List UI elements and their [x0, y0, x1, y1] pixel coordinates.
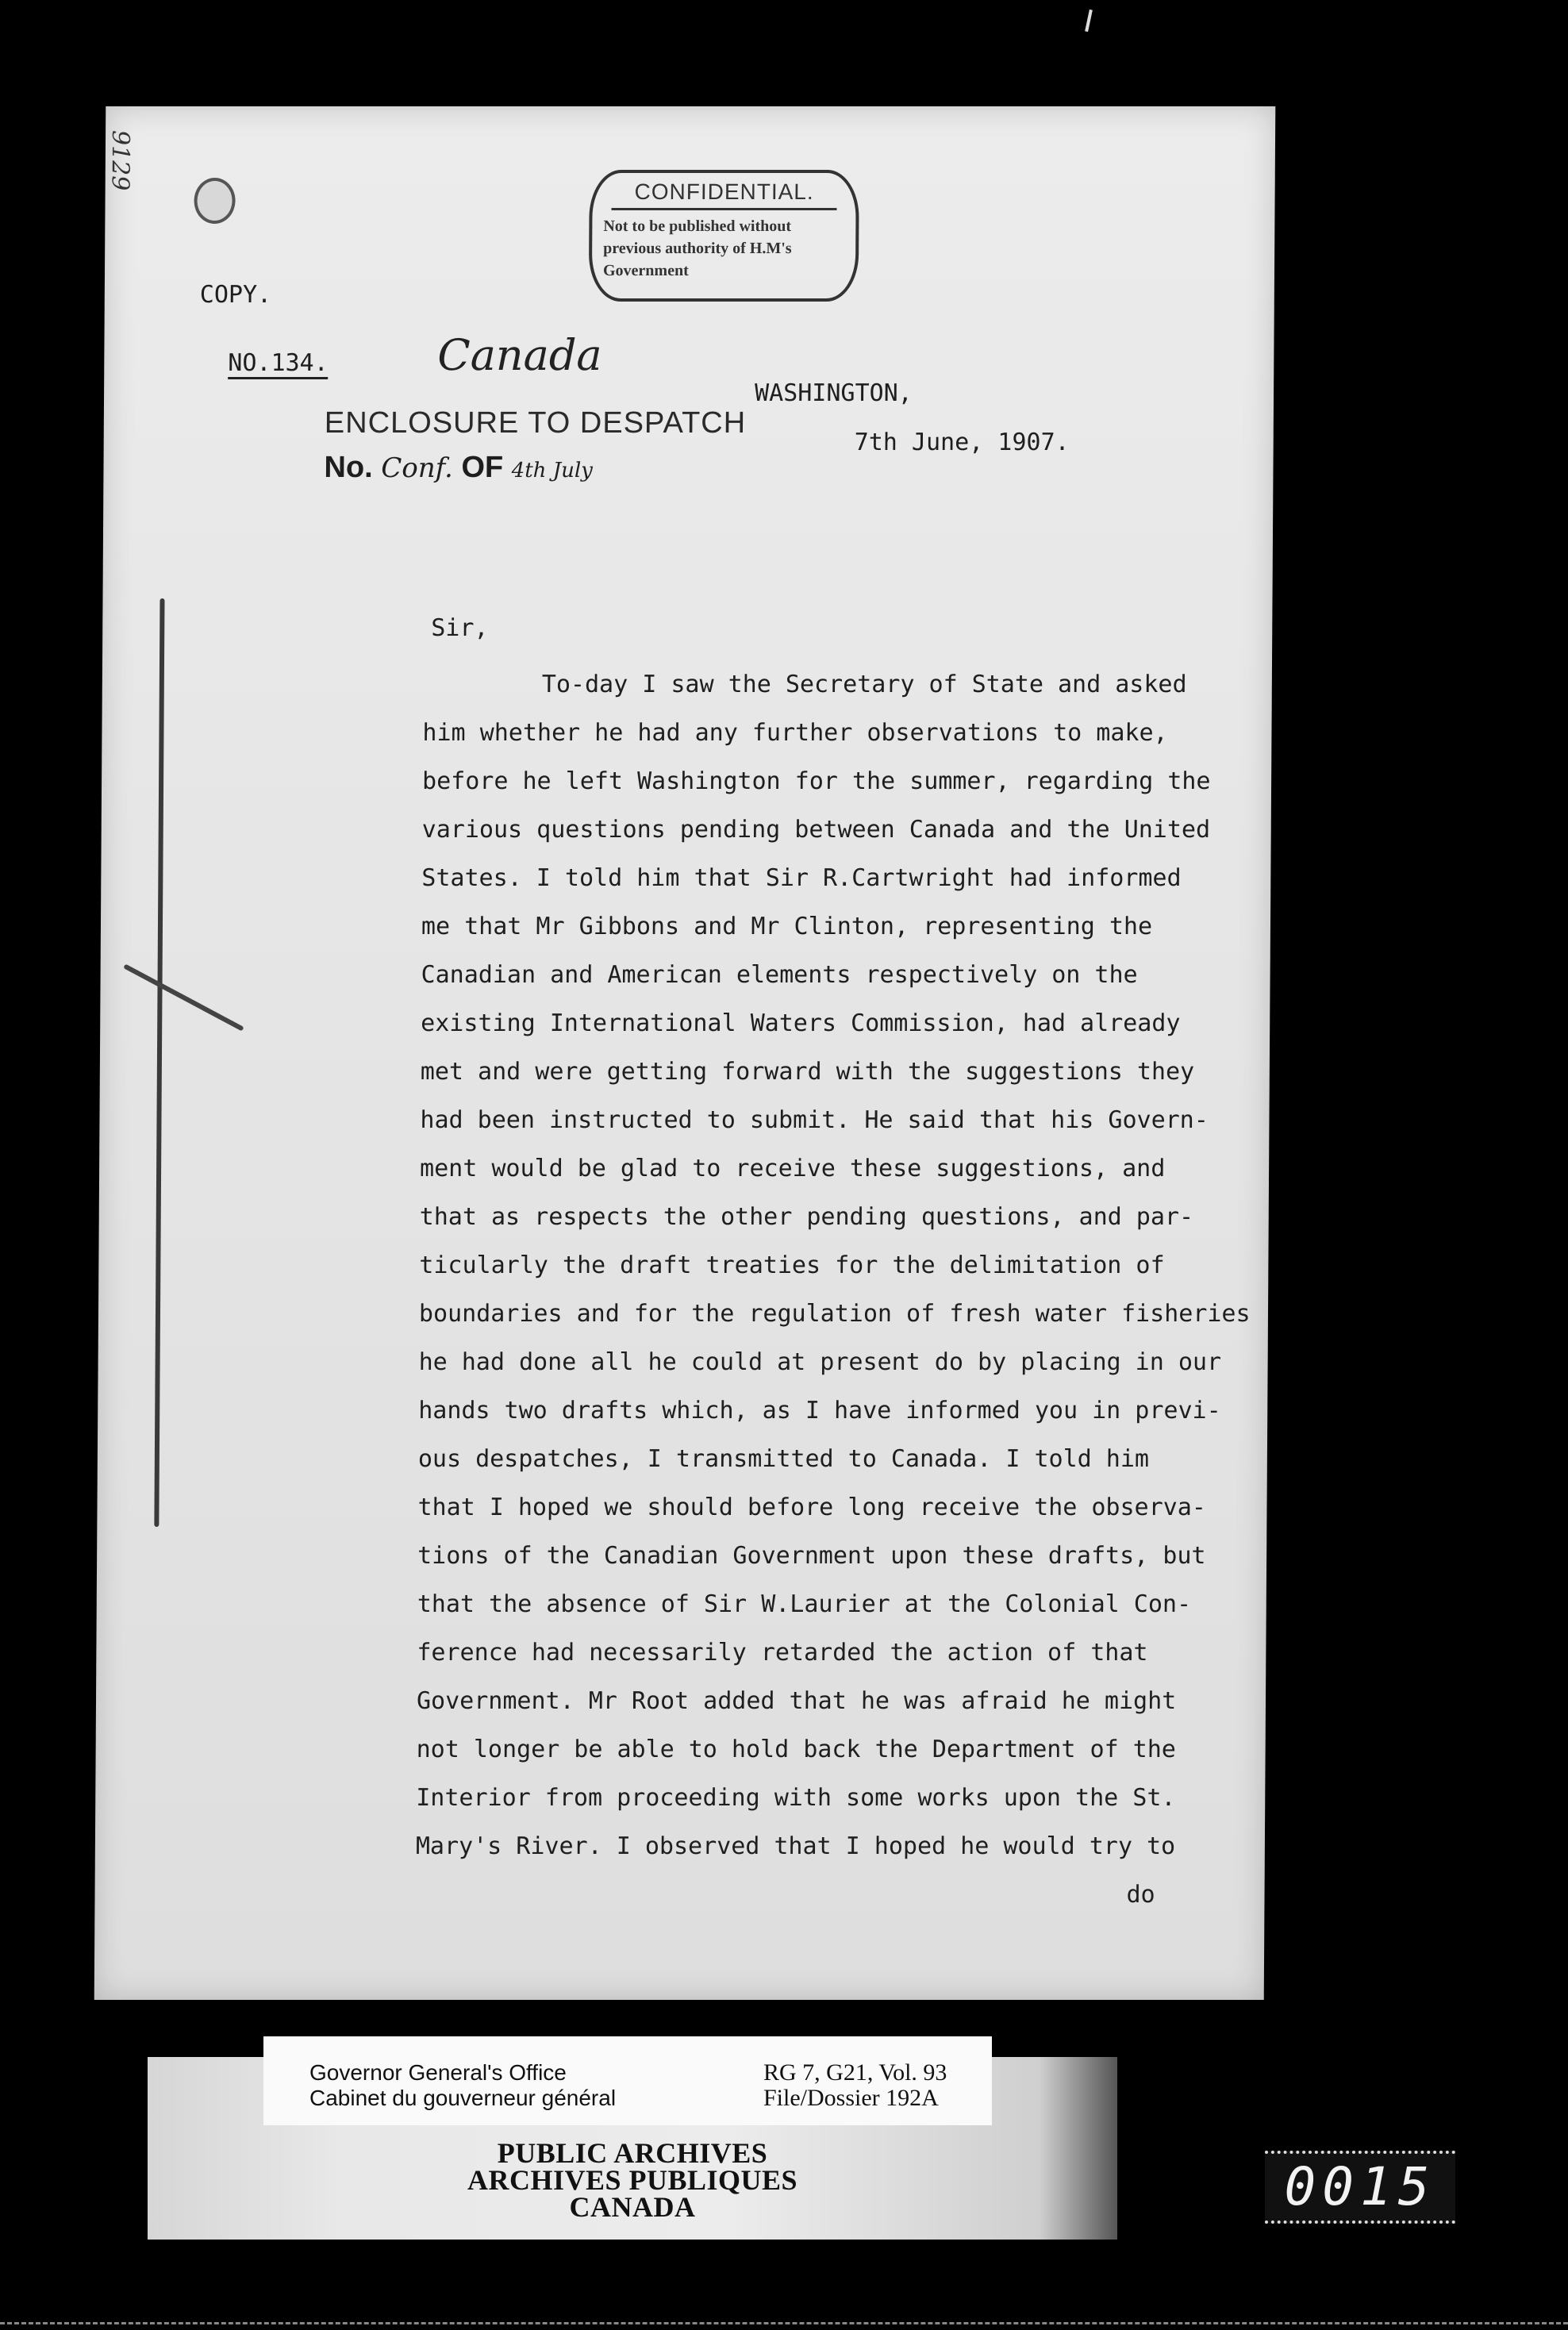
archive-reference-label	[263, 2036, 992, 2125]
office-english: Governor General's Office	[309, 2060, 567, 2085]
body-line: him whether he had any further observations to make,	[422, 719, 1168, 747]
archive-office	[309, 2060, 616, 2111]
copy-label: COPY.	[199, 281, 272, 309]
film-frame-mark	[1085, 10, 1093, 32]
binding-cord	[154, 598, 164, 1527]
body-line: before he left Washington for the summer, regarding the	[421, 767, 1211, 795]
body-line: boundaries and for the regulation of fresh water fisheries	[418, 1300, 1251, 1328]
body-line: Canadian and American elements respectively on the	[421, 961, 1138, 989]
punch-hole	[194, 178, 235, 224]
catchword: do	[1126, 1881, 1155, 1909]
body-line: not longer be able to hold back the Department of the	[416, 1736, 1177, 1763]
body-line: that I hoped we should before long receive the observa-	[417, 1494, 1207, 1521]
body-line: ference had necessarily retarded the action of that	[417, 1639, 1148, 1667]
body-line: that as respects the other pending questions, and par-	[419, 1203, 1194, 1231]
body-line: ticularly the draft treaties for the delimitation of	[419, 1252, 1165, 1279]
archive-stamp-line: ARCHIVES PUBLIQUES	[467, 2164, 798, 2196]
document-page	[94, 106, 1276, 2000]
body-line: To-day I saw the Secretary of State and asked	[541, 671, 1187, 698]
file-number: File/Dossier 192A	[763, 2085, 939, 2111]
microfilm-frame-number: 0015	[1265, 2151, 1455, 2224]
archive-stamp-line: PUBLIC ARCHIVES	[497, 2137, 768, 2169]
body-line: various questions pending between Canada and the United	[421, 816, 1211, 844]
place-line: WASHINGTON,	[754, 379, 913, 407]
stamp-note-line: Not to be published without	[603, 217, 792, 235]
body-line: Interior from proceeding with some works upon the St.	[416, 1784, 1176, 1812]
salutation: Sir,	[431, 614, 489, 642]
office-french: Cabinet du gouverneur général	[309, 2086, 617, 2110]
body-line: met and were getting forward with the suggestions they	[420, 1058, 1195, 1086]
body-line: Government. Mr Root added that he was afraid he might	[416, 1687, 1177, 1715]
date-line: 7th June, 1907.	[854, 429, 1070, 456]
archive-stamp-line: CANADA	[569, 2191, 696, 2223]
body-line: me that Mr Gibbons and Mr Clinton, representing the	[421, 913, 1153, 940]
confidential-stamp	[589, 170, 859, 302]
reference-number: NO.134.	[228, 349, 329, 379]
body-line: existing International Waters Commission, had already	[421, 1009, 1181, 1037]
archive-file-reference	[763, 2060, 947, 2111]
archive-stamp-text	[148, 2137, 1117, 2223]
enclosure-stamp-line-2	[324, 451, 593, 485]
stamp-title: CONFIDENTIAL.	[611, 179, 836, 210]
enclosure-handwritten-date: 4th July	[511, 459, 593, 483]
binding-knot	[123, 963, 244, 1031]
body-line: ous despatches, I transmitted to Canada. I told him	[417, 1445, 1150, 1473]
body-line: that the absence of Sir W.Laurier at the Colonial Con-	[417, 1590, 1192, 1618]
body-line: States. I told him that Sir R.Cartwright had informed	[421, 864, 1182, 892]
letter-body	[416, 660, 1328, 1871]
enclosure-of: OF	[461, 451, 504, 484]
body-line: he had done all he could at present do by placing in our	[418, 1348, 1222, 1376]
body-line: had been instructed to submit. He said that his Govern-	[420, 1106, 1209, 1134]
margin-number: 9129	[106, 130, 135, 191]
enclosure-handwritten-type: Conf.	[381, 452, 453, 484]
body-line: Mary's River. I observed that I hoped he would try to	[415, 1832, 1176, 1860]
handwritten-country: Canada	[437, 330, 602, 380]
record-group: RG 7, G21, Vol. 93	[763, 2059, 947, 2086]
body-line: ment would be glad to receive these suggestions, and	[420, 1155, 1166, 1182]
enclosure-prefix: No.	[324, 451, 373, 484]
film-edge	[0, 2322, 1568, 2328]
stamp-note-line: Government	[602, 262, 689, 279]
stamp-note-line: previous authority of H.M's	[603, 240, 792, 257]
body-line: tions of the Canadian Government upon these drafts, but	[417, 1542, 1206, 1570]
enclosure-stamp-line-1: ENCLOSURE TO DESPATCH	[324, 406, 747, 440]
body-line: hands two drafts which, as I have informed you in previ-	[418, 1397, 1221, 1425]
